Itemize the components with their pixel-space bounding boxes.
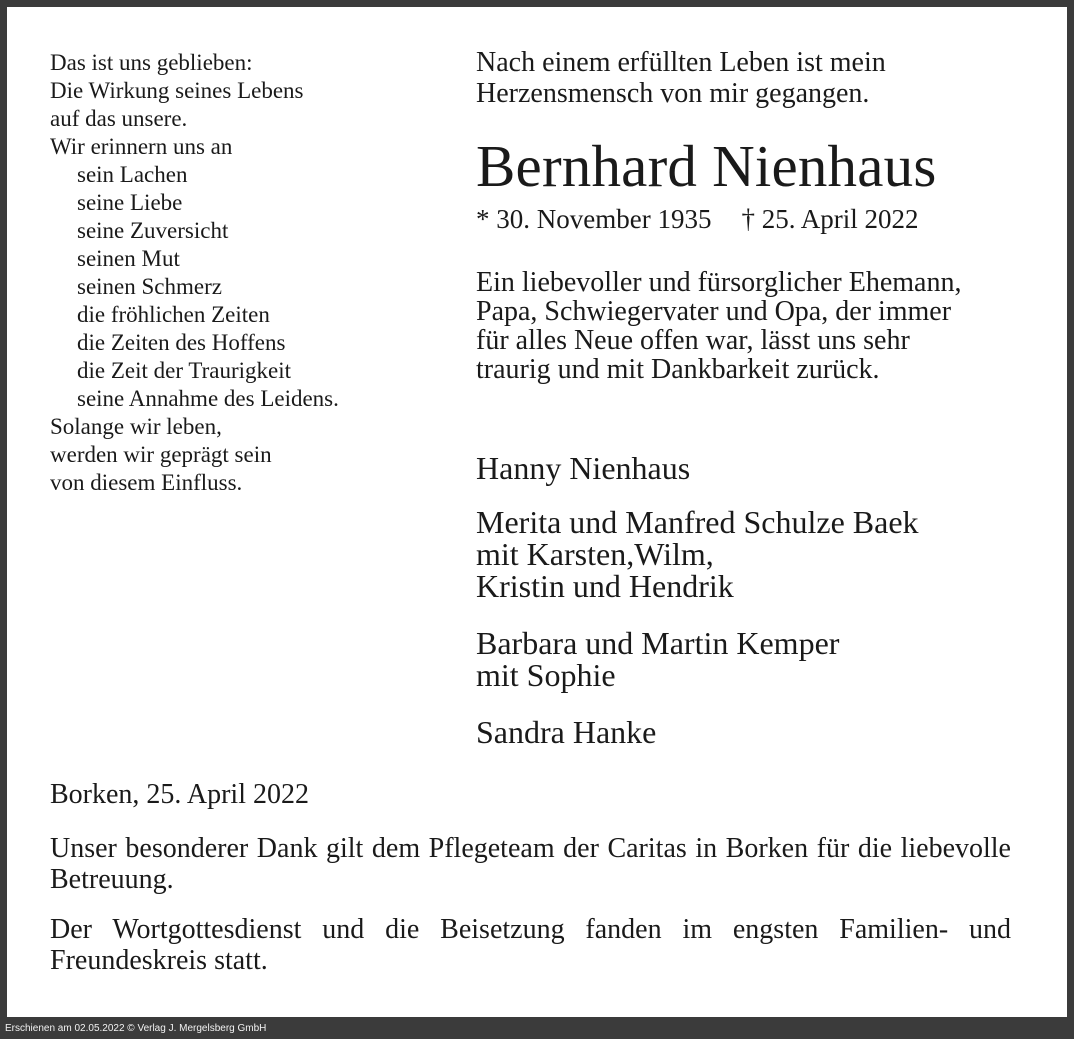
mourner-line: mit Sophie	[476, 657, 616, 693]
poem-line: seine Zuversicht	[77, 218, 229, 243]
poem-line: die fröhlichen Zeiten	[77, 302, 270, 327]
deceased-name: Bernhard Nienhaus	[476, 133, 937, 199]
poem-line: seinen Mut	[77, 246, 180, 271]
service-paragraph: Der Wortgottesdienst und die Beisetzung fanden im engsten Familien- und Freundeskreis statt.	[50, 914, 1011, 976]
life-dates	[476, 203, 918, 235]
description-line: Ein liebevoller und fürsorglicher Ehemann,	[476, 267, 962, 298]
intro-line: Nach einem erfüllten Leben ist mein	[476, 47, 886, 78]
mourner-group-widow	[476, 452, 690, 484]
poem-line: werden wir geprägt sein	[50, 442, 272, 467]
mourner-group-schulze-baek	[476, 506, 919, 602]
poem-line: Wir erinnern uns an	[50, 134, 233, 159]
mourner-line: Barbara und Martin Kemper	[476, 625, 840, 661]
description-line: für alles Neue offen war, lässt uns sehr	[476, 325, 910, 356]
mourner-line: mit Karsten,Wilm,	[476, 536, 714, 572]
obituary-notice	[7, 7, 1067, 1017]
poem-line: seine Liebe	[77, 190, 183, 215]
mourner-line: Kristin und Hendrik	[476, 568, 734, 604]
place-and-date: Borken, 25. April 2022	[50, 779, 309, 810]
poem-line: die Zeit der Traurigkeit	[77, 358, 291, 383]
description-line: Papa, Schwiegervater und Opa, der immer	[476, 296, 952, 327]
poem-line: Die Wirkung seines Lebens	[50, 78, 304, 103]
poem-line: sein Lachen	[77, 162, 188, 187]
mourner-line: Sandra Hanke	[476, 714, 657, 750]
poem-line: die Zeiten des Hoffens	[77, 330, 286, 355]
mourner-group-hanke	[476, 716, 656, 748]
intro-line: Herzensmensch von mir gegangen.	[476, 78, 870, 109]
mourner-line: Merita und Manfred Schulze Baek	[476, 504, 919, 540]
birth-date: * 30. November 1935	[476, 204, 712, 234]
poem-line: von diesem Einfluss.	[50, 470, 243, 495]
poem-line: seine Annahme des Leidens.	[77, 386, 339, 411]
memorial-poem	[50, 49, 339, 497]
description	[476, 268, 961, 384]
mourner-line: Hanny Nienhaus	[476, 450, 691, 486]
description-line: traurig und mit Dankbarkeit zurück.	[476, 354, 880, 385]
poem-line: Solange wir leben,	[50, 414, 222, 439]
intro-text	[476, 47, 886, 109]
poem-line: Das ist uns geblieben:	[50, 50, 253, 75]
mourner-group-kemper	[476, 627, 839, 691]
poem-line: seinen Schmerz	[77, 274, 222, 299]
poem-line: auf das unsere.	[50, 106, 188, 131]
thanks-paragraph: Unser besonderer Dank gilt dem Pflegeteam der Caritas in Borken für die liebevolle Betreuung.	[50, 833, 1011, 895]
death-date: † 25. April 2022	[741, 204, 919, 234]
publication-footer: Erschienen am 02.05.2022 © Verlag J. Mergelsberg GmbH	[5, 1023, 267, 1034]
